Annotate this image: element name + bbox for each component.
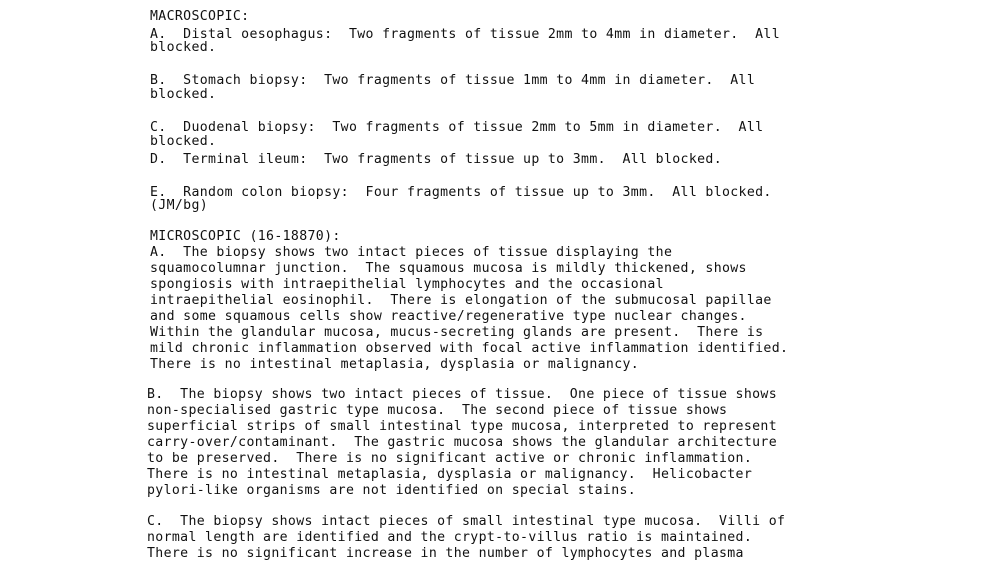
micro-a-line: A. The biopsy shows two intact pieces of tissue displaying the bbox=[150, 245, 673, 260]
micro-b-line: to be preserved. There is no significant active or chronic inflammation. bbox=[147, 451, 753, 466]
micro-a-line: squamocolumnar junction. The squamous mucosa is mildly thickened, shows bbox=[150, 261, 747, 276]
micro-a-line: intraepithelial eosinophil. There is elongation of the submucosal papillae bbox=[150, 293, 772, 308]
macro-b-line-1: B. Stomach biopsy: Two fragments of tissue 1mm to 4mm in diameter. All bbox=[150, 73, 756, 88]
micro-a-line: There is no intestinal metaplasia, dysplasia or malignancy. bbox=[150, 357, 640, 372]
micro-b-line: non-specialised gastric type mucosa. The second piece of tissue shows bbox=[147, 403, 728, 418]
micro-a-line: Within the glandular mucosa, mucus-secreting glands are present. There is bbox=[150, 325, 764, 340]
micro-b-line: There is no intestinal metaplasia, dysplasia or malignancy. Helicobacter bbox=[147, 467, 753, 482]
macro-e-line-1: E. Random colon biopsy: Four fragments of tissue up to 3mm. All blocked. bbox=[150, 185, 772, 200]
micro-b-line: B. The biopsy shows two intact pieces of tissue. One piece of tissue shows bbox=[147, 387, 778, 402]
macro-b-line-2: blocked. bbox=[150, 87, 217, 102]
macro-d-line-1: D. Terminal ileum: Two fragments of tissue up to 3mm. All blocked. bbox=[150, 152, 722, 167]
macro-c-line-2: blocked. bbox=[150, 134, 217, 149]
macro-a-line-2: blocked. bbox=[150, 40, 217, 55]
microscopic-heading: MICROSCOPIC (16-18870): bbox=[150, 229, 341, 244]
micro-c-line: C. The biopsy shows intact pieces of small intestinal type mucosa. Villi of bbox=[147, 514, 786, 529]
micro-b-line: pylori-like organisms are not identified on special stains. bbox=[147, 483, 637, 498]
macro-a-line-1: A. Distal oesophagus: Two fragments of tissue 2mm to 4mm in diameter. All bbox=[150, 27, 781, 42]
micro-a-line: mild chronic inflammation observed with focal active inflammation identified. bbox=[150, 341, 789, 356]
macroscopic-heading: MACROSCOPIC: bbox=[150, 9, 250, 24]
micro-a-line: spongiosis with intraepithelial lymphocytes and the occasional bbox=[150, 277, 664, 292]
micro-c-line: normal length are identified and the crypt-to-villus ratio is maintained. bbox=[147, 530, 753, 545]
micro-b-line: superficial strips of small intestinal type mucosa, interpreted to represent bbox=[147, 419, 778, 434]
micro-b-line: carry-over/contaminant. The gastric mucosa shows the glandular architecture bbox=[147, 435, 778, 450]
macro-e-line-2: (JM/bg) bbox=[150, 198, 209, 213]
micro-a-line: and some squamous cells show reactive/regenerative type nuclear changes. bbox=[150, 309, 747, 324]
macro-c-line-1: C. Duodenal biopsy: Two fragments of tissue 2mm to 5mm in diameter. All bbox=[150, 120, 764, 135]
micro-c-line: There is no significant increase in the number of lymphocytes and plasma bbox=[147, 546, 744, 561]
